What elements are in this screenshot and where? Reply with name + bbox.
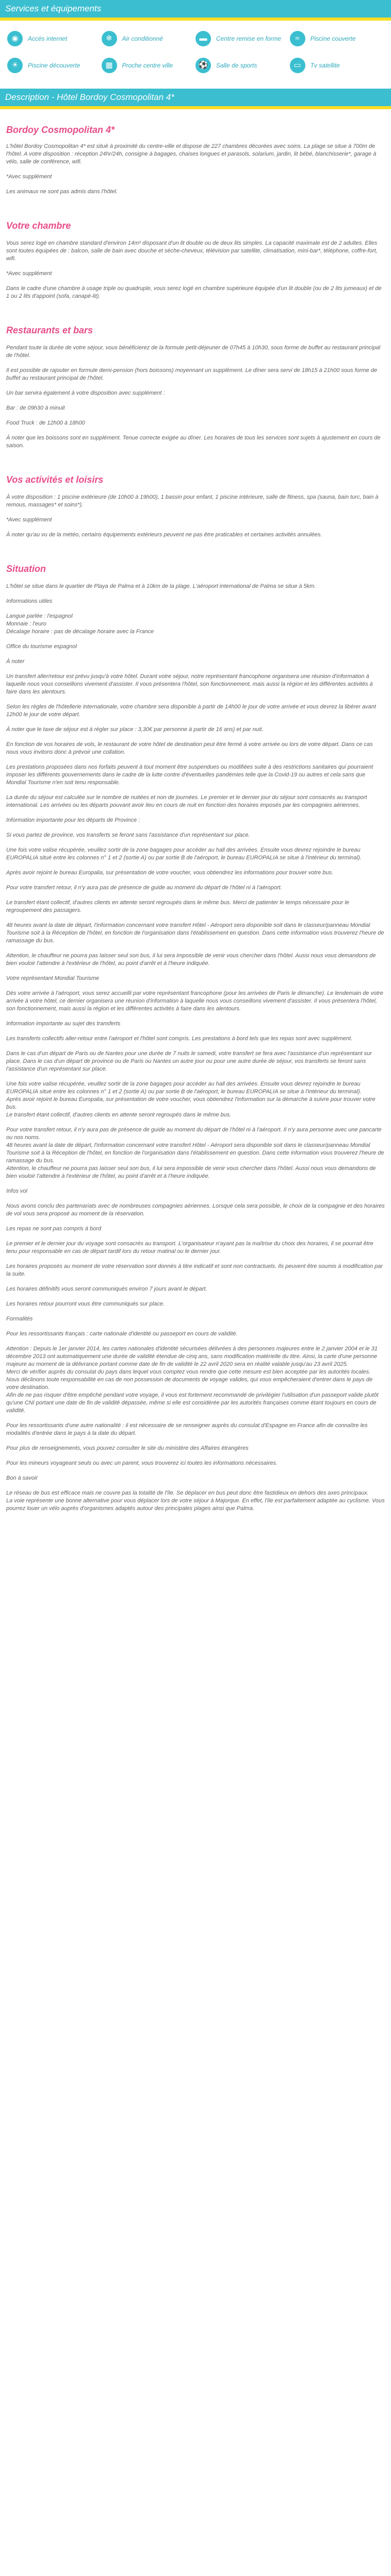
amenity-label: Centre remise en forme [216, 35, 282, 42]
location-paragraph: À noter que le taxe de séjour est à régler sur place : 3,30€ par personne à partir de 16 ans) et par nuit. [6, 726, 264, 733]
amenity-label: Salle de sports [216, 62, 257, 69]
amenity-label: Accès internet [28, 35, 68, 42]
restaurants-paragraph: À noter que les boissons sont en supplément. Tenue correcte exigée au dîner. Les horaires de tous les services sont sujets à ajustement en cours de saison. [6, 435, 381, 449]
location-paragraph: Formalités [6, 1316, 33, 1322]
location-paragraph: Attention, le chauffeur ne pourra pas laisser seul son bus, il lui sera impossible de venir vous chercher dans l'hôtel. Aussi nous vous demandons de bien vouloir l'attendre à l'extérieur de l'hôtel, au point d'arrêt et à l'heure indiquée. [6, 953, 376, 967]
amenity-label: Proche centre ville [122, 62, 173, 69]
amenity-fitness [196, 31, 290, 46]
location-paragraph: Nous avons conclu des partenariats avec de nombreuses compagnies aériennes. Lorsque cela sera possible, le choix de la compagnie et des horaires de vol vous sera proposé au moment de la réservation. [6, 1203, 385, 1217]
amenities-grid [0, 21, 391, 88]
location-body [0, 583, 391, 1513]
amenity-label: Air conditionné [122, 35, 163, 42]
location-paragraph: Pour les ressortissants français : carte nationale d'identité ou passeport en cours de validité. [6, 1331, 238, 1337]
location-paragraph: Infos vol [6, 1188, 27, 1194]
location-paragraph: Attention : Depuis le 1er janvier 2014, les cartes nationales d'identité sécurisées délivrées à des personnes majeures entre le 2 janvier 2004 et le 31 décembre 2013 ont automatiquement une durée de validité étendue de cinq ans, sans modification matérielle du titre. Ainsi, la carte d'une personne majeure au moment de la délivrance portant comme date de fin de validité le 22 avril 2020 sera en réalité valable jusqu'au 23 avril 2025. Merci de vérifier auprès du consulat du pays dans lequel vous comptez vous rendre que cette mesure est bien acceptée par les autorités locales. Nous déclinons toute responsabilité en cas de non possession de documents de voyage valides, qui vous empêcheraient d'entrer dans le pays de votre destination. Afin de ne pas risquer d'être empêché pendant votre voyage, il vous est fortement recommandé de privilégier l'utilisation d'un passeport valide plutôt qu'une CNI portant une date de fin de validité dépassée, même si elle est considérée par les autorités françaises comme étant toujours en cours de validité. [6, 1346, 379, 1414]
amenity-outdoor-pool [7, 58, 102, 73]
location-paragraph: Bon à savoir [6, 1475, 38, 1481]
location-paragraph: L'hôtel se situe dans le quartier de Playa de Palma et à 10km de la plage. L'aéroport international de Palma se situe à 5km. [6, 583, 316, 589]
sports-icon: ⚽ [196, 58, 211, 73]
location-paragraph: À noter [6, 658, 25, 665]
amenity-label: Piscine découverte [28, 62, 80, 69]
room-heading: Votre chambre [6, 221, 71, 231]
location-paragraph: Dans le cas d'un départ de Paris ou de Nantes pour une durée de 7 nuits le samedi, votre transfert se fera avec l'assistance d'un représentant sur place. Dans le cas d'un départ de province ou de Paris ou Nantes un autre jour ou pour une autre durée de séjour, vos transferts se feront sans l'assistance d'un représentant sur place. [6, 1050, 372, 1072]
room-paragraph: Dans le cadre d'une chambre à usage triple ou quadruple, vous serez logé en chambre supérieure équipée d'un lit double (ou de 2 lits jumeaux) et de 1 ou 2 lits d'appoint (sofa, canapé-lit). [6, 285, 382, 299]
leisure-note: *Avec supplément [6, 517, 52, 523]
amenity-label: Piscine couverte [310, 35, 356, 42]
location-paragraph: Le transfert étant collectif, d'autres clients en attente seront regroupés dans le même bus. Merci de patienter le temps nécessaire pour le regroupement des passagers. [6, 900, 349, 913]
amenity-label: Tv satellite [310, 62, 340, 69]
location-paragraph: Les transferts collectifs aller-retour entre l'aéroport et l'hôtel sont compris. Les prestations à bord tels que les repas sont avec supplément. [6, 1036, 353, 1042]
sun-pool-icon: ☀ [7, 58, 23, 73]
leisure-paragraph: À votre disposition : 1 piscine extérieure (de 10h00 à 19h00), 1 bassin pour enfant, 1 piscine intérieure, salle de fitness, spa (sauna, bain turc, bain à remous, massages* et soins*). [6, 494, 379, 508]
location-paragraph: Pour les mineurs voyageant seuls ou avec un parent, vous trouverez ici toutes les informations nécessaires. [6, 1460, 278, 1466]
intro-pets: Les animaux ne sont pas admis dans l'hôtel. [6, 189, 118, 195]
snowflake-icon: ❄ [102, 31, 117, 46]
location-paragraph: 48 heures avant la date de départ, l'information concernant votre transfert Hôtel - Aéroport sera disponible soit dans le classeur/panneau Mondial Tourisme soit à la Réception de l'hôtel, en fonction de l'organisation dans l'établissement en question. Dans cette information vous trouverez l'heure de ramassage du bus. [6, 922, 384, 944]
amenity-air-conditioning [102, 31, 196, 46]
location-paragraph: Pour plus de renseignements, vous pouvez consulter le site du ministère des Affaires étrangères [6, 1445, 249, 1451]
restaurants-paragraph: Il est possible de rajouter en formule demi-pension (hors boissons) moyennant un supplément. Le dîner sera servi de 18h15 à 21h00 sous forme de buffet au restaurant principal de l'hôtel. [6, 367, 378, 381]
description-header: Description - Hôtel Bordoy Cosmopolitan 4* [0, 89, 391, 109]
location-paragraph: Après avoir rejoint le bureau Europalia, sur présentation de votre voucher, vous obtiendrez les informations pour trouver votre bus. [6, 870, 334, 876]
location-paragraph: Les horaires retour pourront vous être communiqués sur place. [6, 1301, 165, 1307]
location-paragraph: Selon les règles de l'hôtellerie internationale, votre chambre sera disponible à partir de 14h00 le jour de votre arrivée et vous devrez la libérer avant 12h00 le jour de votre départ. [6, 704, 376, 718]
dumbbell-icon: ▬ [196, 31, 211, 46]
location-paragraph: Si vous partez de province, vos transferts se feront sans l'assistance d'un représentant sur place. [6, 832, 250, 838]
location-paragraph: Pour votre transfert retour, il n'y aura pas de présence de guide au moment du départ de l'hôtel ni à l'aéroport. [6, 885, 282, 891]
room-paragraph: Vous serez logé en chambre standard d'environ 14m² disposant d'un lit double ou de deux lits simples. La capacité maximale est de 2 adultes. Elles sont toutes équipées de : balcon, salle de bain avec douche et sèche-cheveux, télévision par satellite, climatisation, mini-bar*, téléphone, coffre-fort, wifi. [6, 240, 378, 262]
location-paragraph: En fonction de vos horaires de vols, le restaurant de votre hôtel de destination peut être fermé à votre arrivée ou lors de votre départ. Dans ce cas nous vous invitons donc à prévoir une collation. [6, 741, 373, 755]
location-paragraph: Informations utiles [6, 598, 53, 604]
location-paragraph: Dès votre arrivée à l'aéroport, vous serez accueilli par votre représentant francophone (pour les arrivées de Paris le dimanche). Le lendemain de votre arrivée à votre hôtel, ce dernier organisera une réunion d'information à laquelle nous vous conseillons vivement d'assister. Il vous présentera l'hôtel, son fonctionnement, mais aussi la région et les différentes activités à faire dans les alentours. [6, 990, 383, 1012]
location-paragraph: La durée du séjour est calculée sur le nombre de nuitées et non de journées. Le premier et le dernier jour du séjour sont consacrés au transport international. Les arrivées ou les départs pouvant avoir lieu en cours de nuit en fonction des horaires imposés par les compagnies aériennes. [6, 794, 367, 808]
location-paragraph: Les horaires proposés au moment de votre réservation sont donnés à titre indicatif et sont non contractuels. Ils peuvent être soumis à modification par la suite. [6, 1263, 383, 1277]
location-paragraph: Un transfert aller/retour est prévu jusqu'à votre hôtel. Durant votre séjour, notre représentant francophone organisera une réunion d'information à laquelle nous vous conseillons vivement d'assister. Il vous présentera l'hôtel, son fonctionnement, mais aussi la région et les différentes activités à faire dans les alentours. [6, 673, 373, 695]
location-heading: Situation [6, 564, 46, 574]
amenity-satellite-tv [290, 58, 384, 73]
amenity-indoor-pool [290, 31, 384, 46]
location-paragraph: Office du tourisme espagnol [6, 643, 77, 650]
location-paragraph: Information importante au sujet des transferts [6, 1021, 121, 1027]
leisure-heading: Vos activités et loisirs [6, 474, 104, 485]
location-paragraph: Pour votre transfert retour, il n'y aura pas de présence de guide au moment du départ de l'hôtel ni à l'aéroport. Il n'y aura personne avec une pancarte ou nos noms. 48 heures avant la date de départ, l'information concernant votre transfert Hôtel - Aéroport sera disponible soit dans le classeur/panneau Mondial Tourisme soit à la Réception de l'hôtel, en fonction de l'organisation dans l'établissement en question. Dans cette information vous trouverez l'heure de ramassage du bus. Attention, le chauffeur ne pourra pas laisser seul son bus, il lui sera impossible de venir vous chercher dans l'hôtel. Aussi nous vous demandons de bien vouloir l'attendre à l'extérieur de l'hôtel, au point d'arrêt et à l'heure indiquée. [6, 1127, 384, 1179]
location-paragraph: Une fois votre valise récupérée, veuillez sortir de la zone bagages pour accéder au hall des arrivées. Ensuite vous devrez rejoindre le bureau EUROPALIA situé entre les colonnes n° 1 et 2 (sortie A) ou par sortie B de l'aéroport, le bureau EUROPALIA se situe à l'intérieur du terminal). [6, 847, 362, 861]
location-paragraph: Pour les ressortissants d'une autre nationalité : il est nécessaire de se renseigner auprès du consulat d'Espagne en France afin de connaître les modalités d'entrée dans le pays à la date du départ. [6, 1422, 368, 1436]
hotel-title: Bordoy Cosmopolitan 4* [6, 125, 115, 135]
intro-note: *Avec supplément [6, 174, 52, 180]
wifi-icon: ◉ [7, 31, 23, 46]
amenity-city-center [102, 58, 196, 73]
restaurants-heading: Restaurants et bars [6, 325, 93, 335]
location-paragraph: Le premier et le dernier jour du voyage sont consacrés au transport. L'organisateur n'ayant pas la maîtrise du choix des horaires, il se pourrait être tenu pour responsable en cas de départ tardif lors du retour matinal ou le dernier jour. [6, 1241, 373, 1255]
location-paragraph: Les prestations proposées dans nos forfaits peuvent à tout moment être suspendues ou modifiées suite à des restrictions sanitaires qui pourraient imposer les différents gouvernements dans le cadre de la lutte contre d'éventuelles pandémies telle que la Covid-19 ou autres et cela sans que Mondial Tourisme n'en soit tenu responsable. [6, 764, 373, 786]
location-paragraph: Le réseau de bus est efficace mais ne couvre pas la totalité de l'île. Se déplacer en bus peut donc être fastidieux en dehors des axes principaux. La voie représente une bonne alternative pour vous déplacer lors de votre séjour à Majorque. En effet, l'Ile est parfaitement adaptée au cyclisme. Vous pourrez louer un vélo auprès d'organismes adaptés autour des principales plages ainsi que Palma. [6, 1490, 385, 1512]
location-paragraph: Les repas ne sont pas compris à bord [6, 1226, 102, 1232]
location-paragraph: Langue parlée : l'espagnol Monnaie : l'euro Décalage horaire : pas de décalage horaire avec la France [6, 613, 154, 635]
room-note: *Avec supplément [6, 270, 52, 277]
services-header: Services et équipements [0, 0, 391, 21]
location-paragraph: Une fois votre valise récupérée, veuillez sortir de la zone bagages pour accéder au hall des arrivées. Ensuite vous devrez rejoindre le bureau EUROPALIA situé entre les colonnes n° 1 et 2 (sortie A) ou par sortie B de l'aéroport, le bureau EUROPALIA se situe à l'intérieur du terminal). Après avoir rejoint le bureau Europalia, sur présentation de votre voucher, vous obtiendrez l'information sur la démarche à suivre pour trouver votre bus. Le transfert étant collectif, d'autres clients en attente seront regroupés dans le même bus. [6, 1081, 376, 1118]
leisure-paragraph: À noter qu'au vu de la météo, certains équipements extérieurs peuvent ne pas être praticables et certaines activités annulées. [6, 532, 322, 538]
amenity-internet [7, 31, 102, 46]
restaurants-paragraph: Un bar servira également à votre disposition avec supplément : [6, 390, 165, 396]
location-paragraph: Votre représentant Mondial Tourisme [6, 975, 100, 981]
pool-icon: ≈ [290, 31, 305, 46]
tv-icon: ▭ [290, 58, 305, 73]
building-icon: ▦ [102, 58, 117, 73]
location-paragraph: Information importante pour les départs de Province : [6, 817, 140, 823]
amenity-sports-hall [196, 58, 290, 73]
restaurants-paragraph: Pendant toute la durée de votre séjour, vous bénéficierez de la formule petit-déjeuner de 07h45 à 10h30, sous forme de buffet au restaurant principal de l'hôtel. [6, 345, 381, 359]
restaurants-hours: Bar : de 09h30 à minuit [6, 405, 65, 411]
restaurants-hours: Food Truck : de 12h00 à 18h00 [6, 420, 85, 426]
location-paragraph: Les horaires définitifs vous seront communiqués environ 7 jours avant le départ. [6, 1286, 207, 1292]
intro-paragraph: L'hôtel Bordoy Cosmopolitan 4* est situé à proximité du centre-ville et dispose de 227 chambres décorées avec soins. La plage se situe à 700m de l'hôtel. A votre disposition : réception 24hr/24h, consigne à bagages, chaises longues et parasols, solarium, jardin, lit bébé, blanchisserie*, garage à vélo, salle de conférence, wifi. [6, 143, 377, 165]
